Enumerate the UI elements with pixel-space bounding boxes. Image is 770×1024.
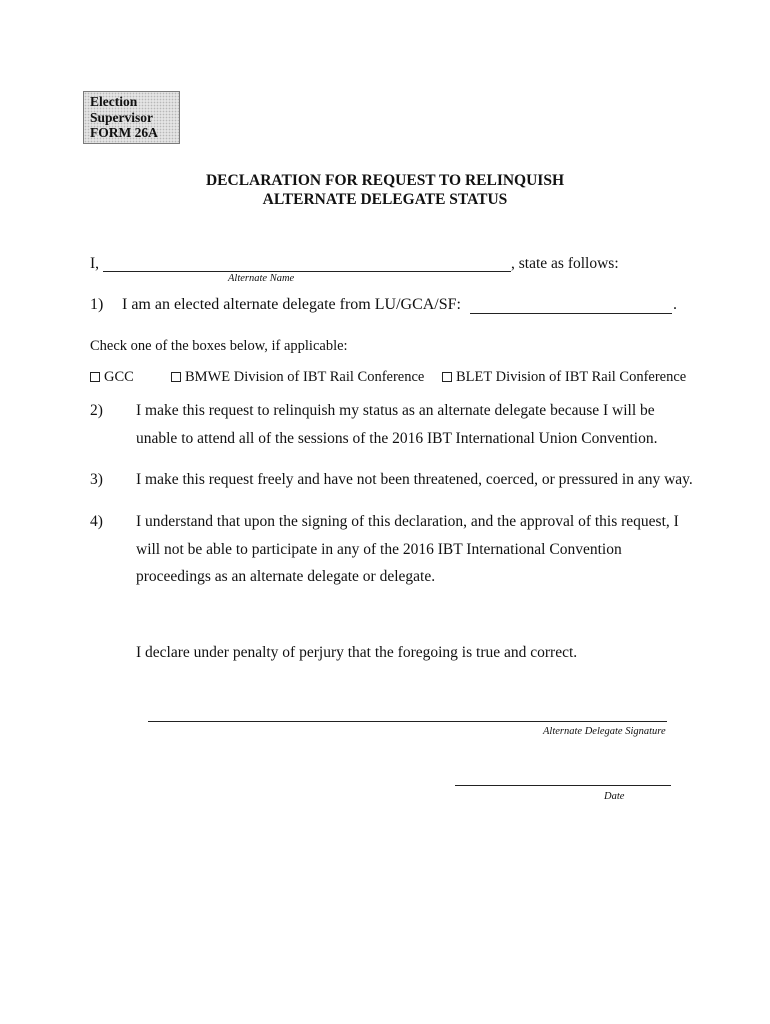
- check-instruction: Check one of the boxes below, if applicable:: [90, 338, 348, 354]
- intro-suffix: , state as follows:: [511, 255, 619, 272]
- item1-number: 1): [90, 296, 104, 313]
- signature-caption: Alternate Delegate Signature: [543, 726, 666, 737]
- option-blet[interactable]: [442, 369, 686, 386]
- item4-line: proceedings as an alternate delegate or delegate.: [136, 568, 436, 585]
- item4-line: I understand that upon the signing of this declaration, and the approval of this request, I: [136, 513, 679, 530]
- alternate-name-field[interactable]: [103, 271, 511, 272]
- item3-number: 3): [90, 471, 103, 488]
- checkbox[interactable]: [442, 372, 452, 382]
- form-label-line: Election: [90, 94, 138, 109]
- option-label: GCC: [104, 369, 134, 385]
- intro-prefix: I,: [90, 255, 100, 272]
- date-field[interactable]: [455, 785, 671, 786]
- item2-number: 2): [90, 402, 103, 419]
- perjury-declaration: I declare under penalty of perjury that the foregoing is true and correct.: [136, 644, 578, 661]
- form-label-box: [83, 91, 180, 144]
- checkbox[interactable]: [90, 372, 100, 382]
- item3-text: I make this request freely and have not been threatened, coerced, or pressured in any way.: [136, 471, 693, 488]
- item1-text: I am an elected alternate delegate from LU/GCA/SF:: [122, 296, 461, 313]
- item2-line: unable to attend all of the sessions of the 2016 IBT International Union Convention.: [136, 430, 658, 447]
- signature-field[interactable]: [148, 721, 667, 722]
- form-label-line: FORM 26A: [90, 125, 158, 140]
- item4-number: 4): [90, 513, 103, 530]
- document-title-line2: ALTERNATE DELEGATE STATUS: [262, 191, 508, 208]
- local-union-field[interactable]: [470, 313, 672, 314]
- form-label-line: Supervisor: [90, 109, 154, 125]
- option-label: BMWE Division of IBT Rail Conference: [185, 369, 425, 385]
- alternate-name-caption: Alternate Name: [228, 273, 295, 284]
- document-title-line1: DECLARATION FOR REQUEST TO RELINQUISH: [205, 172, 565, 189]
- option-label: BLET Division of IBT Rail Conference: [456, 369, 687, 385]
- date-caption: Date: [604, 791, 625, 802]
- item4-line: will not be able to participate in any of the 2016 IBT International Convention: [136, 541, 622, 558]
- option-gcc[interactable]: [90, 369, 134, 386]
- checkbox[interactable]: [171, 372, 181, 382]
- item1-end: .: [673, 296, 677, 313]
- item2-line: I make this request to relinquish my status as an alternate delegate because I will be: [136, 402, 655, 419]
- option-bmwe[interactable]: [171, 369, 424, 386]
